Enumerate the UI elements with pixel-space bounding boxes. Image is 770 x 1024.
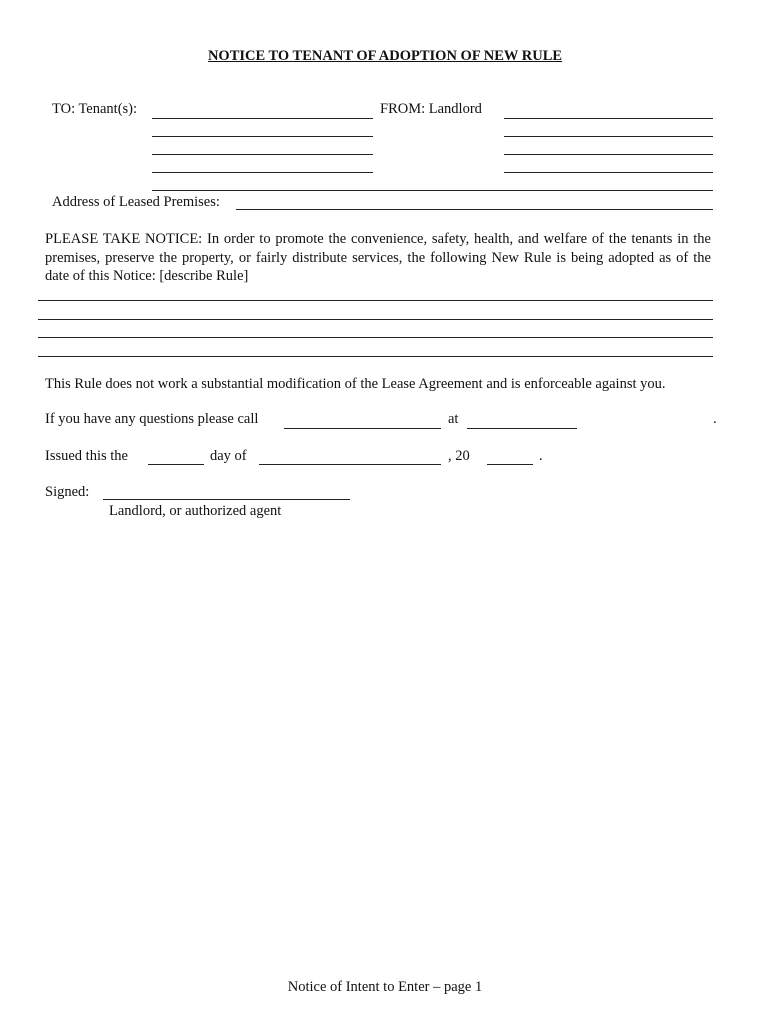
from-landlord-label: FROM: Landlord [380,101,482,117]
rule-line-1[interactable] [38,300,713,301]
contact-phone-line[interactable] [467,428,577,429]
issued-period-mark: . [539,448,543,464]
signer-caption: Landlord, or authorized agent [109,503,282,519]
period-mark: . [713,411,717,427]
year-prefix: , 20 [448,448,470,464]
contact-name-line[interactable] [284,428,441,429]
rule-line-2[interactable] [38,319,713,320]
address-line[interactable] [236,209,713,210]
tenant-name-line-1[interactable] [152,118,373,119]
to-tenant-label: TO: Tenant(s): [52,101,138,117]
page-footer: Notice of Intent to Enter – page 1 [287,979,483,995]
modification-statement: This Rule does not work a substantial modification of the Lease Agreement and is enforceable against you. [45,376,666,392]
tenant-name-line-3[interactable] [152,154,373,155]
questions-label: If you have any questions please call [45,411,259,427]
issued-month-line[interactable] [259,464,441,465]
landlord-name-line-1[interactable] [504,118,713,119]
signature-line[interactable] [103,499,350,500]
day-of-label: day of [210,448,247,464]
signed-label: Signed: [45,484,90,500]
document-title: NOTICE TO TENANT OF ADOPTION OF NEW RULE [207,48,563,64]
rule-line-4[interactable] [38,356,713,357]
landlord-name-line-4[interactable] [504,172,713,173]
tenant-name-line-2[interactable] [152,136,373,137]
address-label: Address of Leased Premises: [52,194,220,210]
tenant-name-line-4[interactable] [152,172,373,173]
rule-line-3[interactable] [38,337,713,338]
at-label: at [448,411,459,427]
landlord-name-line-3[interactable] [504,154,713,155]
issued-day-line[interactable] [148,464,204,465]
landlord-name-line-2[interactable] [504,136,713,137]
issued-year-line[interactable] [487,464,533,465]
separator-line [152,190,713,191]
notice-paragraph: PLEASE TAKE NOTICE: In order to promote the convenience, safety, health, and welfare of the tenants in the premises, preserve the property, or fairly distribute services, the following New Rule is being adopted as of the date of this Notice: [describe Rule] [45,231,711,284]
issued-label: Issued this the [45,448,128,464]
